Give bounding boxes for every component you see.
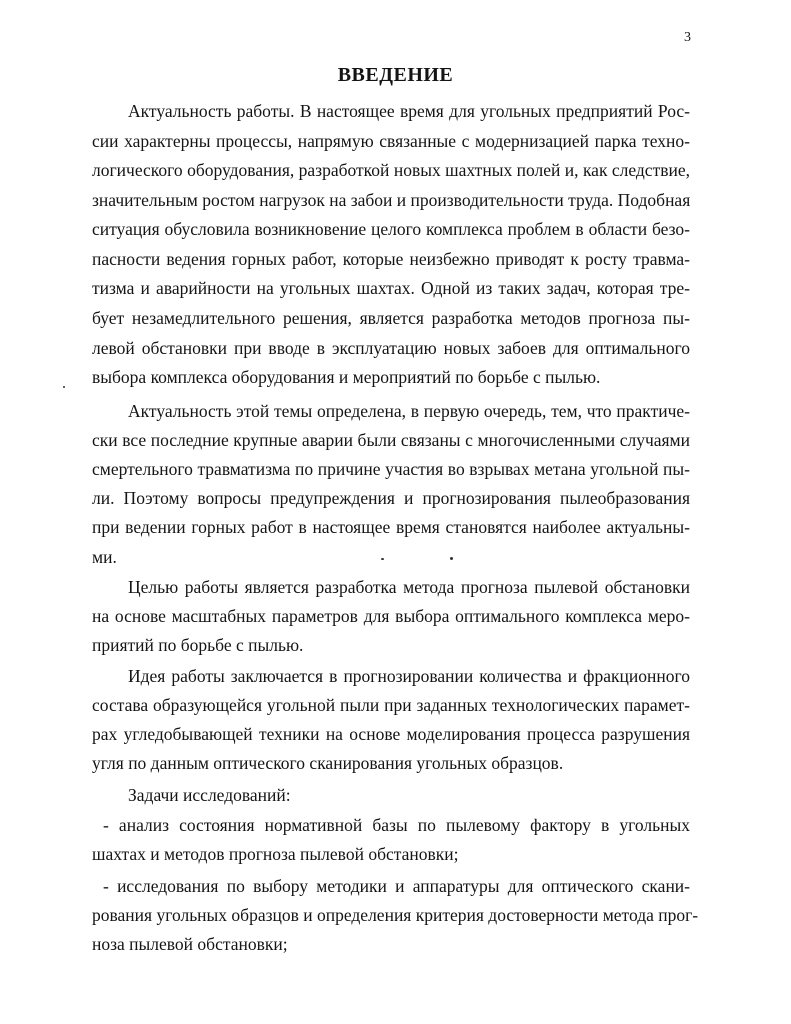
paragraph-line: приятий по борьбе с пылью. (92, 635, 304, 655)
paragraph-line: сии характерны процессы, напрямую связанные с модернизацией парка техно- (92, 131, 690, 151)
paragraph-line: значительным ростом нагрузок на забои и производительности труда. Подобная (92, 190, 691, 210)
task-item-line: ноза пылевой обстановки; (92, 934, 288, 954)
paragraph-line: тизма и аварийности на угольных шахтах. Одной из таких задач, которая тре- (92, 278, 690, 298)
paragraph-line: Актуальность работы. В настоящее время для угольных предприятий Рос- (128, 101, 690, 121)
paragraph-line: на основе масштабных параметров для выбора оптимального комплекса меро- (92, 606, 690, 626)
paragraph-line: при ведении горных работ в настоящее время становятся наиболее актуальны- (92, 517, 690, 537)
task-item-line: рования угольных образцов и определения критерия достоверности метода прог- (92, 905, 699, 925)
paragraph-line: ми. (92, 547, 117, 567)
page-number: 3 (684, 30, 691, 45)
paragraph-line: состава образующейся угольной пыли при заданных технологических парамет- (92, 695, 690, 715)
paragraph-line: рах угледобывающей техники на основе моделирования процесса разрушения (92, 724, 690, 744)
paragraph-line: Целью работы является разработка метода прогноза пылевой обстановки (128, 577, 690, 597)
paragraph-line: выбора комплекса оборудования и мероприятий по борьбе с пылью. (92, 367, 601, 387)
task-item-line: шахтах и методов прогноза пылевой обстановки; (92, 844, 459, 864)
paragraph-line: угля по данным оптического сканирования угольных образцов. (92, 753, 564, 773)
paragraph-line: Идея работы заключается в прогнозировании количества и фракционного (128, 666, 690, 686)
paragraph-line: ситуация обусловила возникновение целого комплекса проблем в области безо- (92, 219, 690, 239)
tasks-heading: Задачи исследований: (128, 785, 291, 805)
paragraph-line: смертельного травматизма по причине участия во взрывах метана угольной пы- (92, 459, 690, 479)
paragraph-line: пасности ведения горных работ, которые неизбежно приводят к росту травма- (92, 249, 690, 269)
page-title: ВВЕДЕНИЕ (337, 64, 454, 86)
paragraph-line: бует незамедлительного решения, является разработка методов прогноза пы- (92, 308, 690, 328)
paragraph-line: Актуальность этой темы определена, в первую очередь, тем, что практиче- (128, 401, 690, 421)
scan-speck (450, 557, 453, 560)
scan-speck (63, 386, 65, 388)
task-item-line: - исследования по выбору методики и аппаратуры для оптического скани- (103, 876, 690, 896)
scan-speck (381, 558, 384, 560)
paragraph-line: логического оборудования, разработкой новых шахтных полей и, как следствие, (92, 160, 690, 180)
paragraph-line: ски все последние крупные аварии были связаны с многочисленными случаями (92, 430, 690, 450)
task-item-line: - анализ состояния нормативной базы по пылевому фактору в угольных (103, 815, 690, 835)
paragraph-line: ли. Поэтому вопросы предупреждения и прогнозирования пылеобразования (92, 488, 690, 508)
paragraph-line: левой обстановки при вводе в эксплуатацию новых забоев для оптимального (92, 338, 690, 358)
